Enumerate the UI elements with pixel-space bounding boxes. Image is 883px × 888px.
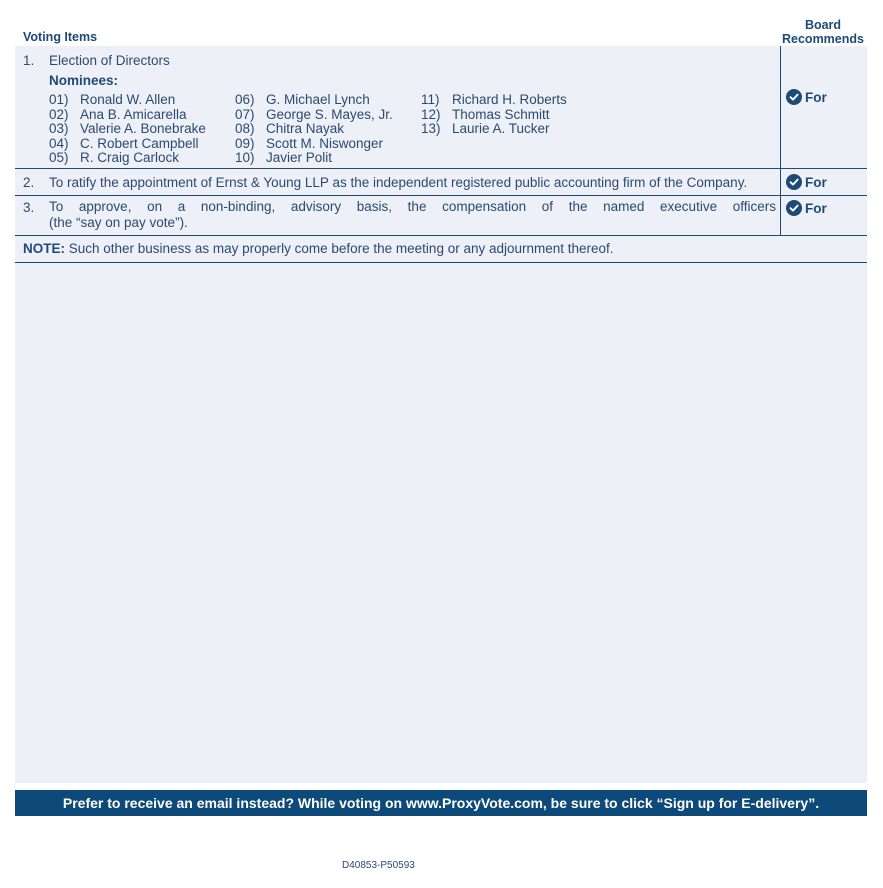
nominee-name: Chitra Nayak [266,121,345,137]
nominee-row [49,108,187,123]
column-divider [780,46,781,236]
nominee-number: 11) [421,92,440,107]
nominee-row [49,122,206,137]
nominee-name: Richard H. Roberts [452,92,567,107]
item2-recommendation [786,174,827,190]
nominee-name: Thomas Schmitt [452,106,550,122]
item3-text-line1: To approve, on a non-binding, advisory basis, the compensation of the named executive officers [49,199,776,214]
nominee-name: Ronald W. Allen [80,92,176,107]
edelivery-banner [15,790,867,816]
row-divider [15,195,867,196]
nominee-number: 04) [49,135,69,151]
nominee-name: C. Robert Campbell [80,135,199,151]
nominee-row [235,137,383,152]
nominee-row [235,93,370,108]
nominee-number: 06) [235,92,255,107]
board-header-line2: Recommends [782,32,864,46]
item3-recommendation [786,200,827,216]
recommendation-label: For [805,89,827,105]
nominee-number: 09) [235,135,255,151]
nominee-name: R. Craig Carlock [80,150,180,166]
item3-text-line2: (the “say on pay vote”). [49,214,188,230]
item3-number: 3. [23,200,35,215]
recommendation-label: For [805,200,827,216]
row-divider [15,235,867,236]
item2-text: To ratify the appointment of Ernst & Young LLP as the independent registered public accounting firm of the Company. [49,175,748,190]
nominee-row [49,151,179,166]
row-divider [15,262,867,263]
nominee-name: G. Michael Lynch [266,92,370,107]
nominee-number: 08) [235,121,255,137]
item1-title: Election of Directors [49,53,170,68]
nominee-number: 01) [49,92,69,107]
nominees-label: Nominees: [49,73,119,88]
nominee-number: 02) [49,106,69,122]
note-label: NOTE: [23,241,65,256]
banner-text: Prefer to receive an email instead? While voting on www.ProxyVote.com, be sure to click “Sign up for E-delivery”. [62,795,820,811]
nominee-row [421,93,567,108]
nominee-number: 07) [235,106,255,122]
nominee-row [421,122,550,137]
nominee-name: Scott M. Niswonger [266,135,384,151]
board-header-line1: Board [804,18,842,32]
check-circle-icon [786,89,802,105]
nominee-name: Javier Polit [266,150,333,166]
nominee-row [235,151,332,166]
nominee-number: 13) [421,121,441,137]
item2-number: 2. [23,175,35,190]
item1-recommendation [786,89,827,105]
nominee-row [49,137,199,152]
nominee-number: 05) [49,150,69,166]
nominee-row [421,108,550,123]
nominee-name: George S. Mayes, Jr. [266,106,393,122]
item1-number: 1. [23,53,35,68]
nominee-row [235,122,344,137]
nominee-number: 12) [421,106,441,122]
voting-items-header: Voting Items [23,30,98,44]
board-recommends-header [780,18,866,46]
nominee-row [235,108,393,123]
nominee-name: Valerie A. Bonebrake [80,121,206,137]
note [23,241,614,256]
nominee-name: Ana B. Amicarella [80,106,187,122]
recommendation-label: For [805,174,827,190]
nominee-row [49,93,175,108]
nominee-number: 03) [49,121,69,137]
nominee-name: Laurie A. Tucker [452,121,550,137]
note-text: Such other business as may properly come before the meeting or any adjournment thereof. [65,241,614,256]
row-divider [15,168,867,169]
check-circle-icon [786,200,802,216]
document-code: D40853-P50593 [342,860,415,871]
nominee-number: 10) [235,150,255,166]
check-circle-icon [786,174,802,190]
